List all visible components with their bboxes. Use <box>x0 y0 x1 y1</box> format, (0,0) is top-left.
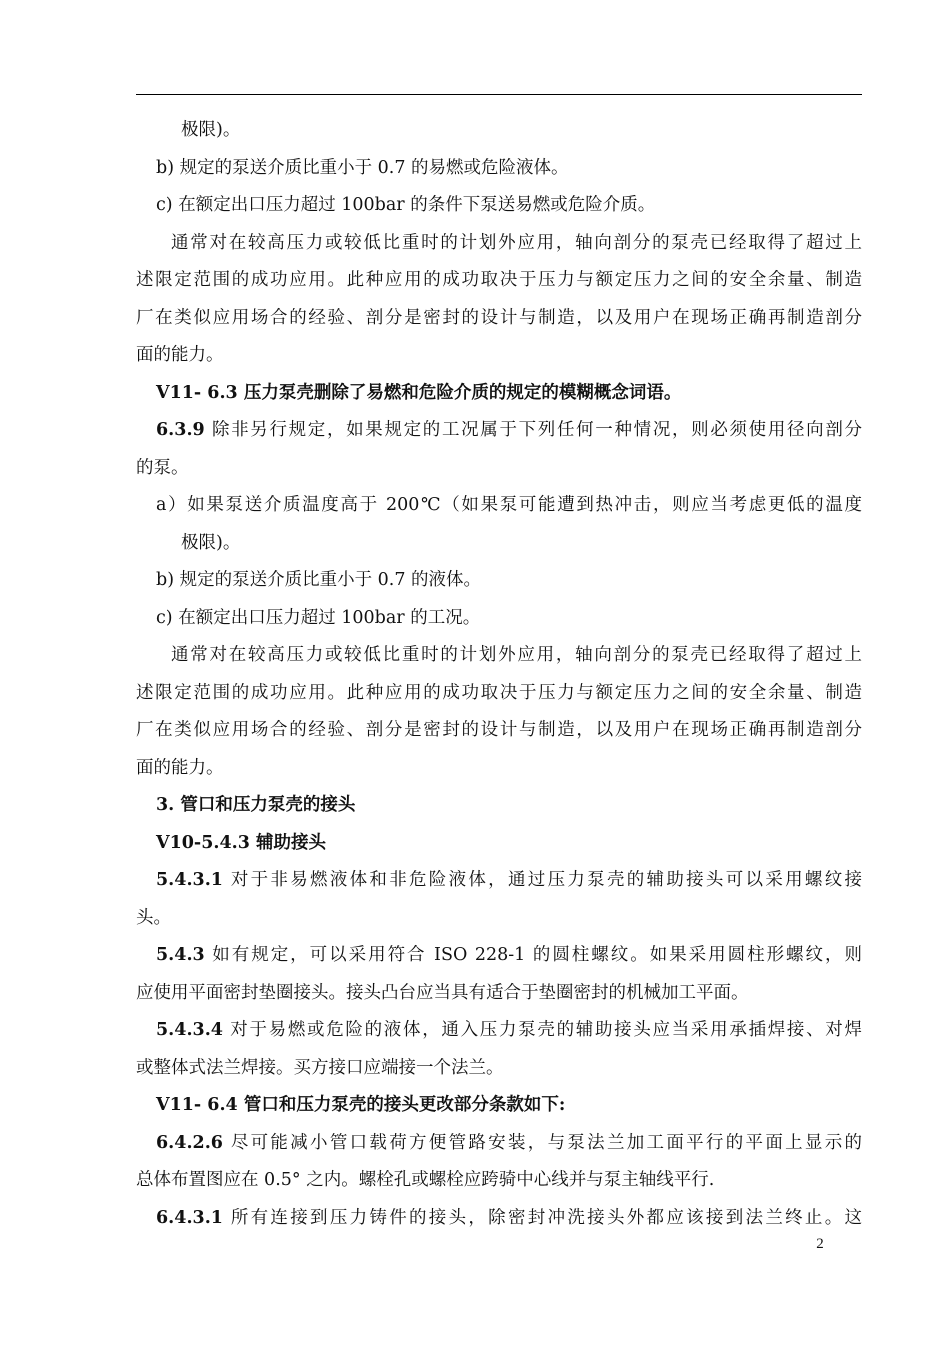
text-line <box>136 150 862 188</box>
line-text: c) 在额定出口压力超过 100bar 的条件下泵送易燃或危险介质。 <box>156 195 656 215</box>
clause-number: 5.4.3.1 <box>156 870 223 890</box>
text-line <box>136 787 862 825</box>
text-line <box>136 187 862 225</box>
line-text: V11- 6.3 压力泵壳删除了易燃和危险介质的规定的模糊概念词语。 <box>156 382 682 403</box>
line-text: 面的能力。 <box>136 345 224 365</box>
line-text: 如有规定，可以采用符合 ISO 228-1 的圆柱螺纹。如果采用圆柱形螺纹，则 <box>204 945 862 965</box>
line-text: 极限)。 <box>181 532 241 553</box>
text-line <box>136 1012 862 1050</box>
clause-number: 5.4.3 <box>156 945 205 965</box>
text-line <box>136 975 862 1013</box>
text-line <box>136 375 862 413</box>
line-text: 通常对在较高压力或较低比重时的计划外应用，轴向剖分的泵壳已经取得了超过上 <box>171 232 862 253</box>
line-text: 厂在类似应用场合的经验、剖分是密封的设计与制造，以及用户在现场正确再制造剖分 <box>136 720 862 740</box>
text-line <box>136 1050 862 1088</box>
line-text: 对于非易燃液体和非危险液体，通过压力泵壳的辅助接头可以采用螺纹接 <box>222 870 862 890</box>
line-text: 的泵。 <box>136 457 189 478</box>
line-text: b) 规定的泵送介质比重小于 0.7 的液体。 <box>156 570 482 590</box>
header-rule <box>136 94 862 95</box>
text-line <box>136 562 862 600</box>
text-line <box>136 450 862 488</box>
text-line <box>136 675 862 713</box>
line-text: 总体布置图应在 0.5° 之内。螺栓孔或螺栓应跨骑中心线并与泵主轴线平行. <box>136 1170 715 1190</box>
clause-number: 5.4.3.4 <box>156 1020 223 1040</box>
line-text: V11- 6.4 管口和压力泵壳的接头更改部分条款如下: <box>156 1095 566 1115</box>
line-text: 除非另行规定，如果规定的工况属于下列任何一种情况，则必须使用径向剖分 <box>204 420 862 440</box>
line-text: 或整体式法兰焊接。买方接口应端接一个法兰。 <box>136 1057 504 1078</box>
text-line <box>136 637 862 675</box>
text-line <box>136 112 862 150</box>
text-line <box>136 712 862 750</box>
text-line <box>136 487 862 525</box>
page-number: 2 <box>816 1236 824 1252</box>
text-line <box>136 1200 862 1238</box>
text-line <box>136 937 862 975</box>
line-text: 头。 <box>136 907 171 928</box>
line-text: 极限)。 <box>181 120 241 140</box>
text-line <box>136 900 862 938</box>
text-line <box>136 600 862 638</box>
text-line <box>136 262 862 300</box>
line-text: 述限定范围的成功应用。此种应用的成功取决于压力与额定压力之间的安全余量、制造 <box>136 682 862 703</box>
line-text: 述限定范围的成功应用。此种应用的成功取决于压力与额定压力之间的安全余量、制造 <box>136 270 862 290</box>
line-text: 应使用平面密封垫圈接头。接头凸台应当具有适合于垫圈密封的机械加工平面。 <box>136 982 749 1003</box>
text-line <box>136 862 862 900</box>
line-text: 通常对在较高压力或较低比重时的计划外应用，轴向剖分的泵壳已经取得了超过上 <box>171 645 862 665</box>
line-text: V10-5.4.3 辅助接头 <box>156 832 327 853</box>
text-line <box>136 300 862 338</box>
clause-number: 6.4.3.1 <box>156 1207 223 1228</box>
text-line <box>136 525 862 563</box>
text-line <box>136 412 862 450</box>
line-text: 对于易燃或危险的液体，通入压力泵壳的辅助接头应当采用承插焊接、对焊 <box>222 1020 862 1040</box>
text-line <box>136 1125 862 1163</box>
line-text: c) 在额定出口压力超过 100bar 的工况。 <box>156 607 481 628</box>
text-line <box>136 225 862 263</box>
line-text: 厂在类似应用场合的经验、剖分是密封的设计与制造，以及用户在现场正确再制造剖分 <box>136 307 862 328</box>
line-text: a）如果泵送介质温度高于 200℃（如果泵可能遭到热冲击，则应当考虑更低的温度 <box>156 495 862 515</box>
document-body <box>136 112 862 1237</box>
line-text: b) 规定的泵送介质比重小于 0.7 的易燃或危险液体。 <box>156 157 569 178</box>
line-text: 面的能力。 <box>136 757 224 778</box>
text-line <box>136 750 862 788</box>
text-line <box>136 1162 862 1200</box>
line-text: 尽可能减小管口载荷方便管路安装，与泵法兰加工面平行的平面上显示的 <box>222 1132 862 1153</box>
text-line <box>136 825 862 863</box>
text-line <box>136 1087 862 1125</box>
clause-number: 6.3.9 <box>156 420 205 440</box>
text-line <box>136 337 862 375</box>
clause-number: 6.4.2.6 <box>156 1132 223 1153</box>
line-text: 3. 管口和压力泵壳的接头 <box>156 795 356 815</box>
line-text: 所有连接到压力铸件的接头，除密封冲洗接头外都应该接到法兰终止。这 <box>222 1207 862 1228</box>
